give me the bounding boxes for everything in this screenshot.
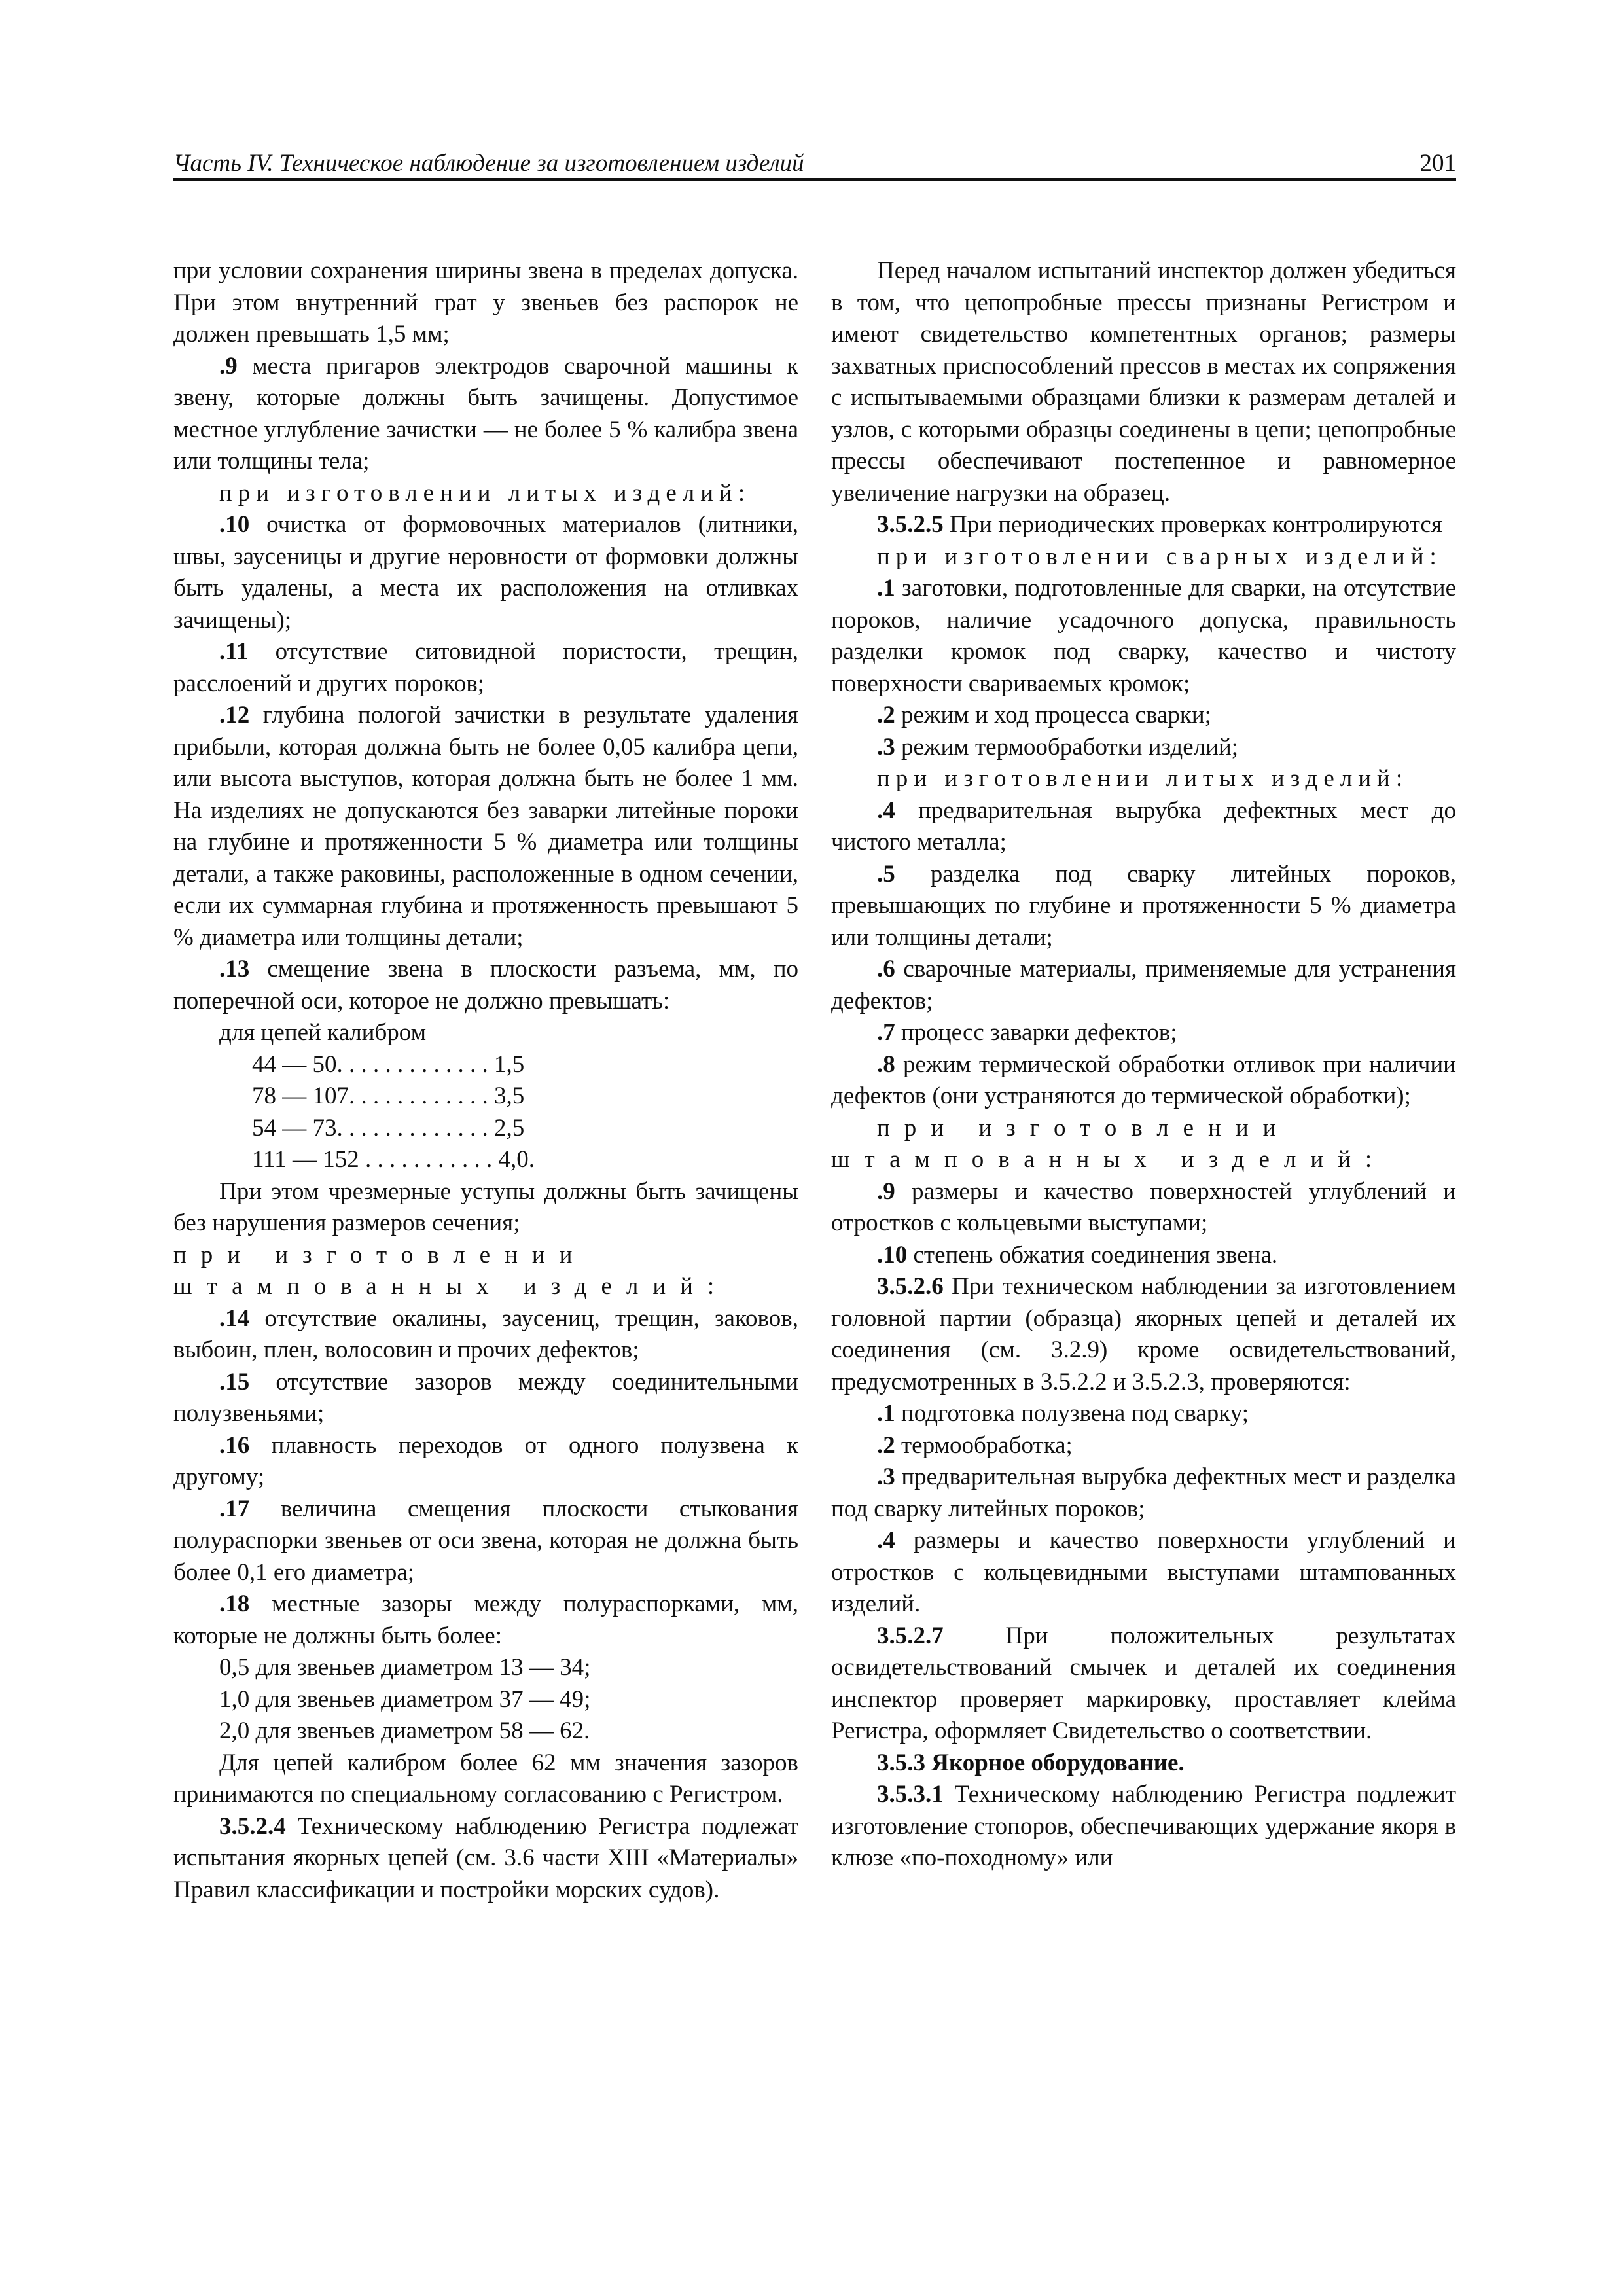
list-item-11: .11 отсутствие ситовидной пористости, трещин, расслоений и других пороков; <box>173 638 798 697</box>
list-item-3: .3 режим термообработки изделий; <box>877 733 1239 761</box>
calibre-row: 111 — 152 . . . . . . . . . . . 4,0. <box>252 1146 535 1173</box>
clause-3-5-2-4: 3.5.2.4 Техническому наблюдению Регистра подлежат испытания якорных цепей (см. 3.6 части XIII «Материалы» Правил классификации и постройки морских судов). <box>173 1812 798 1903</box>
gap-row: 2,0 для звеньев диаметром 58 — 62. <box>219 1717 590 1744</box>
list-item-9: .9 места пригаров электродов сварочной машины к звену, которые должны быть зачищены. Допустимое местное углубление зачистки — не более 5 % калибра звена или толщины тела; <box>173 352 798 475</box>
clause-3-5-3-1: 3.5.3.1 Техническому наблюдению Регистра подлежит изготовление стопоров, обеспечивающих удержание якоря в клюзе «по-походному» или <box>831 1781 1456 1871</box>
section-heading-3-5-3: 3.5.3 Якорное оборудование. <box>877 1749 1185 1776</box>
list-item-6: .6 сварочные материалы, применяемые для устранения дефектов; <box>831 956 1456 1014</box>
section-subheading: при изготовлении штампованных изделий: <box>173 1241 729 1300</box>
gap-row: 0,5 для звеньев диаметром 13 — 34; <box>219 1654 591 1681</box>
list-item-16: .16 плавность переходов от одного полузвена к другому; <box>173 1431 798 1490</box>
paragraph: Для цепей калибром более 62 мм значения зазоров принимаются по специальному согласованию с Регистром. <box>173 1749 798 1808</box>
paragraph: Перед началом испытаний инспектор должен убедиться в том, что цепопробные прессы признаны Регистром и имеют свидетельство компетентных органов; размеры захватных приспособлений прессов в местах их сопряжения с испытываемыми образцами близки к размерам деталей и узлов, с которыми образцы соединены в цепи; цепопробные прессы обеспечивают постепенное и равномерное увеличение нагрузки на образец. <box>831 257 1456 507</box>
section-subheading: при изготовлении литых изделий: <box>219 479 751 507</box>
list-item-3: .3 предварительная вырубка дефектных мест и разделка под сварку литейных пороков; <box>831 1463 1456 1522</box>
list-item-9: .9 размеры и качество поверхностей углублений и отростков с кольцевыми выступами; <box>831 1177 1456 1236</box>
left-column <box>173 255 798 1906</box>
list-item-12: .12 глубина пологой зачистки в результате удаления прибыли, которая должна быть не более 0,05 калибра цепи, или высота выступов, которая должна быть не более 1 мм. На изделиях не допускаются без заварки литейные пороки на глубине и протяженности 5 % диаметра или толщины детали, а также раковины, расположенные в одном сечении, если их суммарная глубина и протяженность превышают 5 % диаметра или толщины детали; <box>173 702 798 951</box>
paragraph: при условии сохранения ширины звена в пределах допуска. При этом внутренний грат у звеньев без распорок не должен превышать 1,5 мм; <box>173 257 798 348</box>
calibre-row: 44 — 50. . . . . . . . . . . . . 1,5 <box>252 1050 525 1078</box>
list-item-2: .2 термообработка; <box>877 1431 1073 1459</box>
list-item-10: .10 степень обжатия соединения звена. <box>877 1241 1278 1268</box>
calibre-intro: для цепей калибром <box>219 1019 427 1046</box>
list-item-1: .1 подготовка полузвена под сварку; <box>877 1400 1249 1427</box>
running-header <box>173 149 1456 178</box>
list-item-15: .15 отсутствие зазоров между соединительными полузвеньями; <box>173 1368 798 1427</box>
list-item-5: .5 разделка под сварку литейных пороков, превышающих по глубине и протяженности 5 % диаметра или толщины детали; <box>831 860 1456 951</box>
list-item-4: .4 размеры и качество поверхности углублений и отростков с кольцевидными выступами штампованных изделий. <box>831 1527 1456 1617</box>
list-item-7: .7 процесс заварки дефектов; <box>877 1019 1177 1046</box>
gap-row: 1,0 для звеньев диаметром 37 — 49; <box>219 1685 591 1713</box>
list-item-13: .13 смещение звена в плоскости разъема, мм, по поперечной оси, которое не должно превышать: <box>173 956 798 1014</box>
calibre-row: 54 — 73. . . . . . . . . . . . . 2,5 <box>252 1114 525 1141</box>
list-item-2: .2 режим и ход процесса сварки; <box>877 702 1211 728</box>
clause-3-5-2-6: 3.5.2.6 При техническом наблюдении за изготовлением головной партии (образца) якорных цепей и деталей их соединения (см. 3.2.9) кроме освидетельствований, предусмотренных в 3.5.2.2 и 3.5.2.3, проверяются: <box>831 1273 1456 1395</box>
list-item-4: .4 предварительная вырубка дефектных мест до чистого металла; <box>831 797 1456 855</box>
list-item-8: .8 режим термической обработки отливок при наличии дефектов (они устраняются до термической обработки); <box>831 1050 1456 1109</box>
list-item-14: .14 отсутствие окалины, заусениц, трещин, заковов, выбоин, плен, волосовин и прочих дефектов; <box>173 1304 798 1363</box>
paragraph: При этом чрезмерные уступы должны быть зачищены без нарушения размеров сечения; <box>173 1177 798 1236</box>
clause-3-5-2-5: 3.5.2.5 При периодических проверках контролируются <box>877 511 1442 538</box>
page-number: 201 <box>1419 150 1456 177</box>
calibre-row: 78 — 107. . . . . . . . . . . . 3,5 <box>252 1083 525 1109</box>
clause-3-5-2-7: 3.5.2.7 При положительных результатах освидетельствований смычек и деталей их соединения инспектор проверяет маркировку, проставляет клейма Регистра, оформляет Свидетельство о соответствии. <box>831 1622 1456 1744</box>
list-item-10: .10 очистка от формовочных материалов (литники, швы, заусеницы и другие неровности от формовки должны быть удалены, а места их расположения на отливках зачищены); <box>173 511 798 634</box>
section-subheading: при изготовлении штампованных изделий: <box>831 1114 1387 1173</box>
section-subheading: при изготовлении сварных изделий: <box>877 543 1442 570</box>
list-item-1: .1 заготовки, подготовленные для сварки, на отсутствие пороков, наличие усадочного допуска, правильность разделки кромок под сварку, качество и чистоту поверхности свариваемых кромок; <box>831 575 1456 697</box>
list-item-18: .18 местные зазоры между полураспорками, мм, которые не должны быть более: <box>173 1590 798 1649</box>
header-title: Часть IV. Техническое наблюдение за изготовлением изделий <box>173 150 804 177</box>
right-column <box>831 255 1456 1874</box>
section-subheading: при изготовлении литых изделий: <box>877 765 1409 792</box>
header-rule <box>173 178 1456 181</box>
list-item-17: .17 величина смещения плоскости стыкования полураспорки звеньев от оси звена, которая не должна быть более 0,1 его диаметра; <box>173 1495 798 1586</box>
